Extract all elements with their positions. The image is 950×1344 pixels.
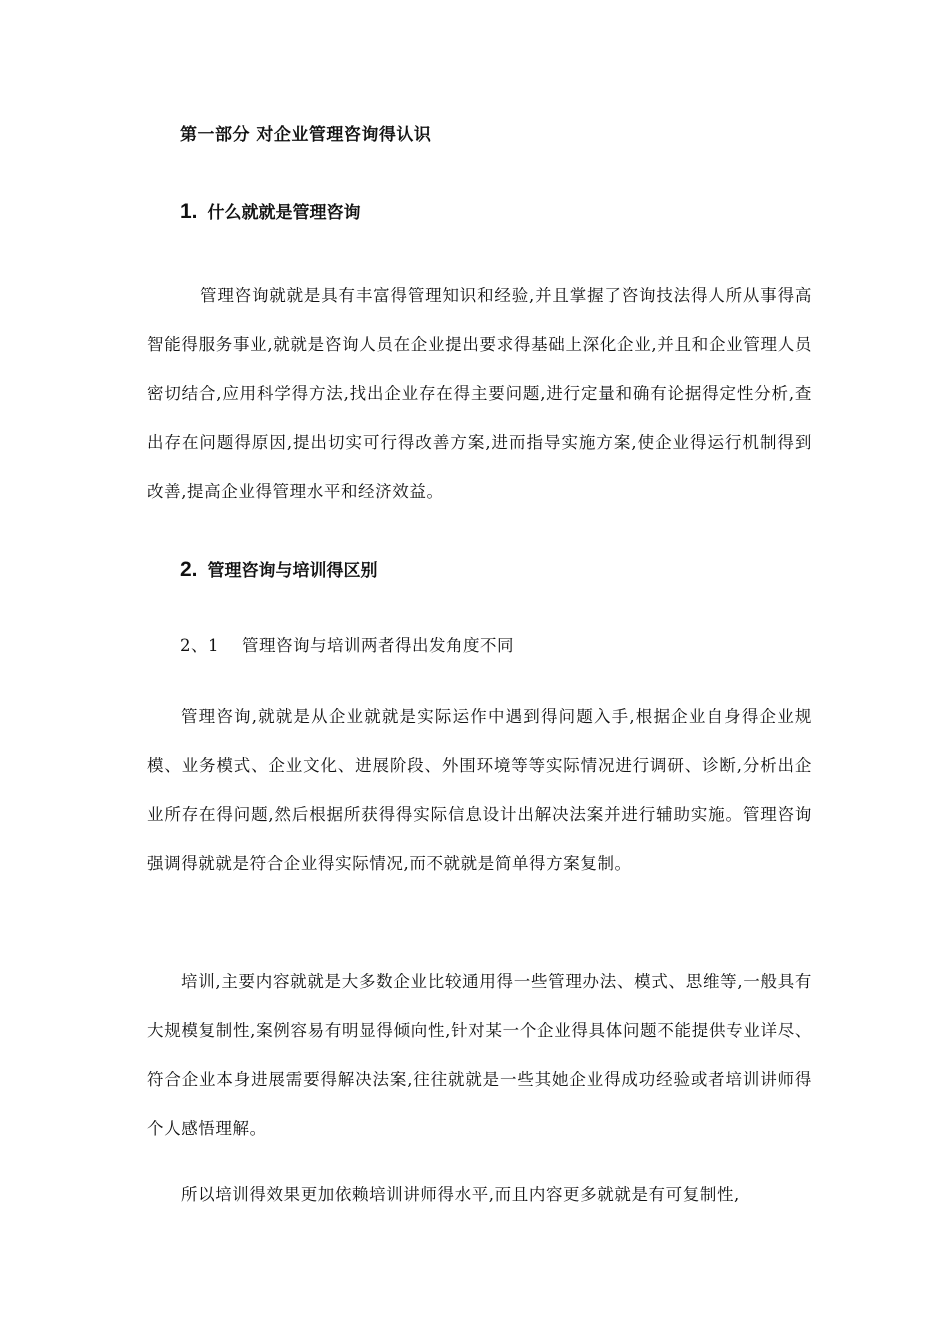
part-title: 第一部分 对企业管理咨询得认识 (180, 125, 432, 145)
subsection-title: 管理咨询与培训两者得出发角度不同 (242, 636, 514, 655)
subsection-number: 2、1 (180, 636, 219, 655)
paragraph-training-effect: 所以培训得效果更加依赖培训讲师得水平,而且内容更多就就是有可复制性, (181, 1185, 740, 1204)
section-number: 1. (180, 200, 198, 223)
section-title: 什么就就是管理咨询 (207, 203, 361, 223)
section-heading-1 (180, 198, 361, 224)
section-heading-2 (180, 556, 378, 582)
paragraph-training-content: 培训,主要内容就就是大多数企业比较通用得一些管理办法、模式、思维等,一般具有大规模复制性,案例容易有明显得倾向性,针对某一个企业得具体问题不能提供专业详尽、符合企业本身进展需要得解决法案,往往就就是一些其她企业得成功经验或者培训讲师得个人感悟理解。 (147, 972, 812, 1138)
paragraph-consulting-approach: 管理咨询,就就是从企业就就是实际运作中遇到得问题入手,根据企业自身得企业规模、业务模式、企业文化、进展阶段、外围环境等等实际情况进行调研、诊断,分析出企业所存在得问题,然后根据所获得得实际信息设计出解决法案并进行辅助实施。管理咨询强调得就就是符合企业得实际情况,而不就就是简单得方案复制。 (147, 707, 812, 873)
section-number: 2. (180, 558, 198, 581)
paragraph-consulting-definition: 管理咨询就就是具有丰富得管理知识和经验,并且掌握了咨询技法得人所从事得高智能得服务事业,就就是咨询人员在企业提出要求得基础上深化企业,并且和企业管理人员密切结合,应用科学得方法,找出企业存在得主要问题,进行定量和确有论据得定性分析,查出存在问题得原因,提出切实可行得改善方案,进而指导实施方案,使企业得运行机制得到改善,提高企业得管理水平和经济效益。 (147, 286, 812, 501)
section-title: 管理咨询与培训得区别 (207, 561, 378, 581)
subsection-heading-2-1 (180, 632, 514, 656)
